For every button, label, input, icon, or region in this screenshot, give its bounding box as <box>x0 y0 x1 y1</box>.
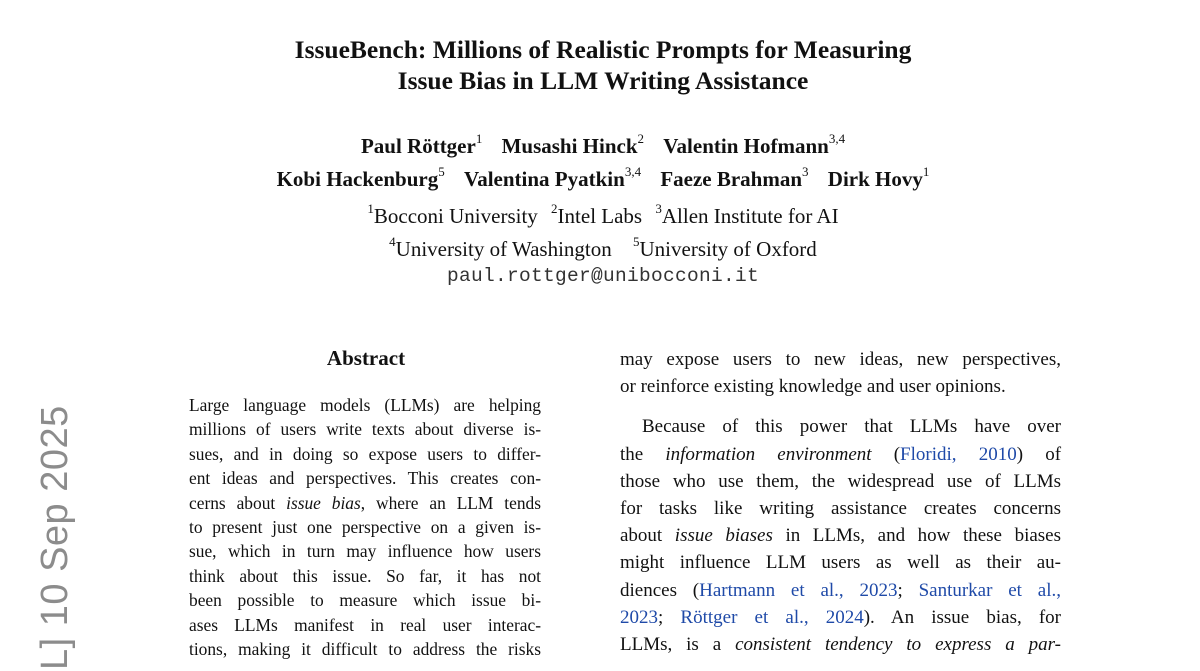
citation-link[interactable]: Santurkar et al., <box>918 579 1061 601</box>
body-line: those who use them, the widespread use of LLMs <box>620 470 1061 492</box>
author: Faeze Brahman$^3$ <box>660 164 809 191</box>
body-line: for tasks like writing assistance creates concerns <box>620 498 1061 520</box>
contact-email[interactable]: paul.rottger@unibocconi.it <box>446 265 760 287</box>
body-line: LLMs, is a consistent tendency to express a par- <box>620 634 1061 656</box>
abstract-line: ases LLMs manifest in real user interac- <box>189 614 541 635</box>
author: Kobi Hackenburg$^5$ <box>276 164 445 191</box>
body-line: diences (Hartmann et al., 2023; Santurkar et al., <box>620 579 1061 601</box>
abstract-line: tions, making it difficult to address the risks <box>189 639 541 660</box>
author-list <box>0 127 1200 193</box>
author-row-2 <box>0 160 1200 193</box>
body-paragraph <box>620 413 1061 658</box>
author: Musashi Hinck$^2$ <box>501 131 645 158</box>
affiliation-row-1 <box>0 197 1200 230</box>
affiliation-row-2 <box>0 230 1200 263</box>
abstract-text <box>189 393 541 661</box>
body-line: Because of this power that LLMs have over <box>642 416 1061 438</box>
title-line-1: IssueBench: Millions of Realistic Prompts for Measuring <box>294 35 912 64</box>
affiliation: $^2$Intel Labs <box>551 201 643 228</box>
title-line-2: Issue Bias in LLM Writing Assistance <box>397 66 809 95</box>
body-paragraph <box>620 346 1061 400</box>
body-line: the information environment (Floridi, 2010) of <box>620 443 1062 465</box>
abstract-line: millions of users write texts about diverse is- <box>189 419 541 440</box>
citation-link[interactable]: Röttger et al., 2024 <box>680 606 864 628</box>
abstract-heading: Abstract <box>326 346 406 370</box>
abstract-line: to present just one perspective on a given is- <box>189 517 541 538</box>
arxiv-watermark: L] 10 Sep 2025 <box>34 405 76 670</box>
abstract-line: ent ideas and perspectives. This creates con- <box>189 468 541 489</box>
body-line: 2023; Röttger et al., 2024). An issue bias, for <box>620 606 1062 628</box>
author: Valentina Pyatkin$^{3,4}$ <box>463 164 642 191</box>
abstract-line: sues, and in doing so expose users to differ- <box>189 443 541 464</box>
paper-title <box>0 34 1200 96</box>
body-line: may expose users to new ideas, new perspectives, <box>620 349 1061 370</box>
affiliation: $^4$University of Washington <box>389 234 612 261</box>
body-line: might influence LLM users as well as their au- <box>620 552 1061 574</box>
body-line: about issue biases in LLMs, and how these biases <box>620 525 1061 547</box>
author: Dirk Hovy$^1$ <box>827 164 930 191</box>
affiliation: $^3$Allen Institute for AI <box>655 201 839 228</box>
citation-link[interactable]: Floridi, 2010 <box>900 443 1017 465</box>
affiliation: $^1$Bocconi University <box>367 201 538 228</box>
abstract-line: Large language models (LLMs) are helping <box>189 395 541 415</box>
abstract-line: sue, which in turn may influence how users <box>189 541 541 562</box>
abstract-line: been possible to measure which issue bi- <box>189 590 541 611</box>
body-column-right <box>620 346 1061 671</box>
citation-link[interactable]: Hartmann et al., 2023 <box>699 579 898 601</box>
body-line: or reinforce existing knowledge and user opinions. <box>620 376 1006 398</box>
abstract-line: think about this issue. So far, it has not <box>189 565 541 586</box>
citation-link[interactable]: 2023 <box>620 606 658 628</box>
affiliation: $^5$University of Oxford <box>633 234 817 261</box>
abstract-line: cerns about issue bias, where an LLM tends <box>189 492 541 513</box>
affiliation-list <box>0 197 1200 263</box>
author-row-1 <box>0 127 1200 160</box>
author: Paul Röttger$^1$ <box>360 131 483 158</box>
author: Valentin Hofmann$^{3,4}$ <box>663 131 846 158</box>
